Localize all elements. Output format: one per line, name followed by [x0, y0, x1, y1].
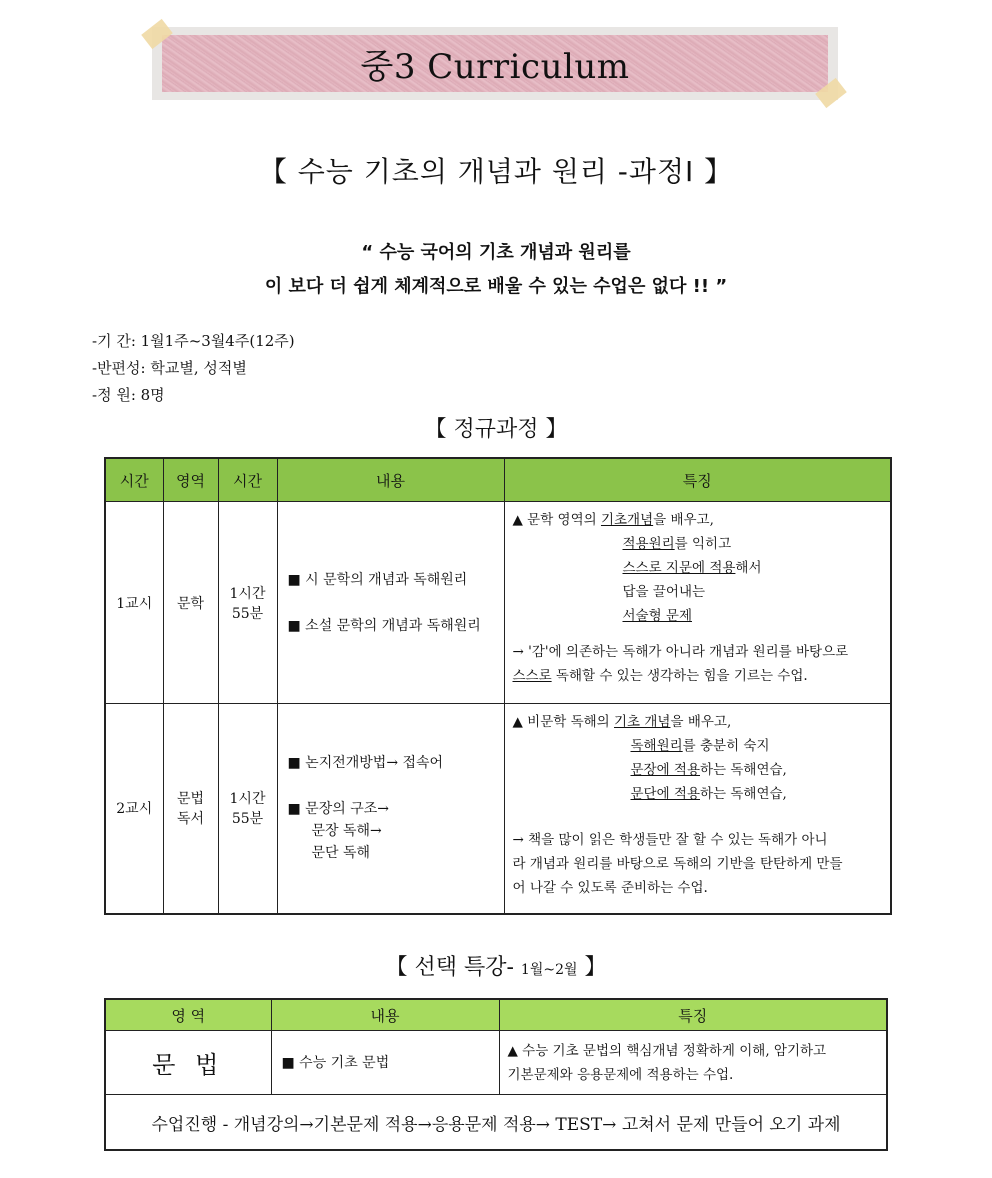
time-minutes: 55분: [231, 605, 264, 622]
cell-period: 1교시: [105, 502, 163, 704]
title-banner: [152, 27, 838, 100]
info-class-form: -반편성: 학교별, 성적별: [92, 359, 247, 377]
banner-paper: [162, 35, 828, 92]
header-content: 내용: [277, 458, 504, 502]
cell-area: 문 법: [105, 1031, 271, 1095]
feature-note: → '감'에 의존하는 독해가 아니라 개념과 원리를 바탕으로: [512, 644, 849, 660]
feature-underlined: 스스로: [512, 668, 552, 684]
feature-text: 를 익히고: [674, 536, 732, 552]
cell-period: 2교시: [105, 704, 163, 914]
cell-content: ■ 수능 기초 문법: [271, 1031, 499, 1095]
feature-text: 를 충분히 숙지: [682, 738, 770, 754]
special-heading-text: 】: [577, 955, 607, 980]
feature-text: 하는 독해연습,: [700, 762, 787, 778]
table-row: [105, 1095, 887, 1151]
header-area: 영역: [163, 458, 218, 502]
cell-feature: [504, 704, 891, 914]
time-hours: 1시간: [229, 791, 266, 808]
feature-underlined: 기초 개념: [614, 714, 671, 730]
table-row: [105, 704, 891, 914]
class-process: 수업진행 - 개념강의→기본문제 적용→응용문제 적용→ TEST→ 고쳐서 문제 만들어 오기 과제: [105, 1095, 887, 1151]
feature-text: 해서: [735, 560, 762, 576]
feature-text: 답을 끌어내는: [622, 584, 706, 600]
regular-course-table: [104, 457, 892, 915]
area-line: 독서: [176, 811, 205, 828]
area-line: 문법: [176, 791, 205, 808]
cell-feature: [504, 502, 891, 704]
course-title: 【 수능 기초의 개념과 원리 -과정Ⅰ 】: [258, 155, 734, 188]
feature-note: 라 개념과 원리를 바탕으로 독해의 기반을 탄탄하게 만들: [512, 856, 843, 872]
content-item: ■ 소설 문학의 개념과 독해원리: [287, 617, 481, 634]
content-item: ■ 논지전개방법→ 접속어: [287, 755, 444, 772]
header-feature: 특징: [499, 999, 887, 1031]
cell-time: [218, 502, 277, 704]
table-header-row: [105, 458, 891, 502]
cell-area: 문학: [163, 502, 218, 704]
feature-underlined: 기초개념: [600, 512, 654, 528]
feature-underlined: 문장에 적용: [630, 762, 700, 778]
cell-area: [163, 704, 218, 914]
content-item: ■ 문장의 구조→: [287, 801, 389, 818]
header-area: 영 역: [105, 999, 271, 1031]
info-period: -기 간: 1월1주~3월4주(12주): [92, 332, 295, 350]
special-heading-months: 1월~2월: [520, 962, 578, 978]
cell-time: [218, 704, 277, 914]
feature-text: ▲ 문학 영역의: [512, 512, 601, 528]
table-row: [105, 1031, 887, 1095]
header-period: 시간: [105, 458, 163, 502]
time-minutes: 55분: [231, 811, 264, 828]
feature-text: 기본문제와 응용문제에 적용하는 수업.: [507, 1066, 734, 1083]
feature-text: 을 배우고,: [670, 714, 732, 730]
table-header-row: [105, 999, 887, 1031]
slogan-line-1: “ 수능 국어의 기초 개념과 원리를: [361, 242, 631, 263]
feature-text: ▲ 수능 기초 문법의 핵심개념 정확하게 이해, 암기하고: [507, 1042, 827, 1059]
feature-text: ▲ 비문학 독해의: [512, 714, 615, 730]
feature-note: 독해할 수 있는 생각하는 힘을 기르는 수업.: [551, 668, 808, 684]
feature-text: 하는 독해연습,: [700, 786, 787, 802]
special-heading-text: 【 선택 특강-: [385, 955, 521, 980]
cell-content: [277, 502, 504, 704]
special-course-table: [104, 998, 888, 1151]
header-feature: 특징: [504, 458, 891, 502]
content-item: ■ 시 문학의 개념과 독해원리: [287, 571, 468, 588]
feature-underlined: 독해원리: [630, 738, 683, 754]
special-course-heading: [0, 950, 992, 981]
feature-underlined: 서술형 문제: [622, 608, 692, 624]
banner-title: 중3 Curriculum: [360, 47, 630, 87]
feature-note: 어 나갈 수 있도록 준비하는 수업.: [512, 880, 708, 896]
feature-underlined: 문단에 적용: [630, 786, 700, 802]
table-row: [105, 502, 891, 704]
header-content: 내용: [271, 999, 499, 1031]
time-hours: 1시간: [229, 585, 266, 602]
feature-underlined: 스스로 지문에 적용: [622, 560, 736, 576]
feature-note: → 책을 많이 읽은 학생들만 잘 할 수 있는 독해가 아니: [512, 832, 828, 848]
cell-feature: [499, 1031, 887, 1095]
feature-underlined: 적용원리: [622, 536, 675, 552]
header-time: 시간: [218, 458, 277, 502]
feature-text: 을 배우고,: [653, 512, 714, 528]
slogan-line-2: 이 보다 더 쉽게 체계적으로 배울 수 있는 수업은 없다 !! ”: [264, 276, 728, 297]
info-capacity: -정 원: 8명: [92, 386, 165, 404]
content-item: 문단 독해: [311, 845, 371, 862]
content-item: 문장 독해→: [311, 823, 382, 840]
cell-content: [277, 704, 504, 914]
regular-course-heading: 【 정규과정 】: [424, 417, 568, 442]
